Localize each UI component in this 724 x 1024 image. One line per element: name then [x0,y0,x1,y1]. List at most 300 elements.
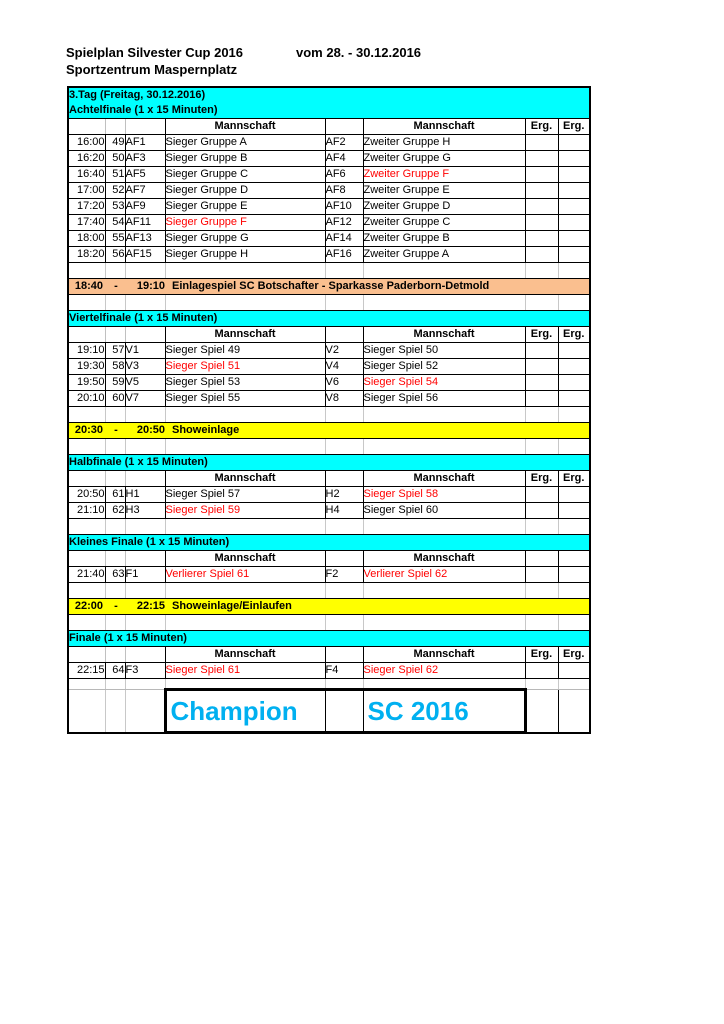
result-cell [558,567,590,583]
match-code-cell: V1 [125,343,165,359]
team-name-cell: Sieger Gruppe D [165,183,325,199]
start-time: 22:00 [74,600,103,612]
start-time: 18:40 [74,280,103,292]
event-label: Showeinlage/Einlaufen [172,600,292,612]
empty-cell [68,327,105,343]
champion-value: SC 2016 [363,690,525,733]
separator-row [68,439,590,455]
game-number-cell: 49 [105,135,125,151]
result-cell [525,567,558,583]
empty-cell [525,439,558,455]
time-cell: 21:40 [68,567,105,583]
section-band [68,311,590,327]
column-header-erg: Erg. [525,471,558,487]
team-name-cell: Verlierer Spiel 62 [363,567,525,583]
empty-cell [125,519,165,535]
time-cell: 17:00 [68,183,105,199]
time-cell: 17:20 [68,199,105,215]
game-number-cell: 56 [105,247,125,263]
result-cell [558,343,590,359]
result-cell [558,231,590,247]
team-name-cell: Zweiter Gruppe E [363,183,525,199]
time-cell: 18:20 [68,247,105,263]
champion-row [68,690,590,733]
dash-separator: - [114,424,118,436]
interlude-row [68,279,590,295]
end-time: 19:10 [136,280,165,292]
match-code-cell: V3 [125,359,165,375]
empty-cell [325,119,363,135]
time-cell: 19:30 [68,359,105,375]
column-header-row [68,119,590,135]
empty-cell [558,407,590,423]
empty-cell [363,407,525,423]
column-header-mannschaft: Mannschaft [363,551,525,567]
game-row [68,487,590,503]
empty-cell [525,263,558,279]
empty-cell [558,679,590,690]
empty-cell [525,519,558,535]
empty-cell [68,439,105,455]
team-name-cell: Sieger Spiel 58 [363,487,525,503]
match-code-cell: AF13 [125,231,165,247]
empty-cell [325,407,363,423]
result-cell [525,503,558,519]
empty-cell [325,439,363,455]
team-name-cell: Zweiter Gruppe C [363,215,525,231]
empty-cell [165,615,325,631]
column-header-erg [558,551,590,567]
column-header-mannschaft: Mannschaft [165,551,325,567]
empty-cell [165,679,325,690]
game-number-cell: 61 [105,487,125,503]
game-number-cell: 50 [105,151,125,167]
result-cell [525,487,558,503]
end-time: 22:15 [136,600,165,612]
separator-row [68,519,590,535]
empty-cell [325,471,363,487]
game-number-cell: 63 [105,567,125,583]
empty-cell [125,407,165,423]
match-code-cell: AF16 [325,247,363,263]
day-header-band [68,87,590,119]
empty-cell [125,295,165,311]
game-row [68,151,590,167]
column-header-mannschaft: Mannschaft [165,647,325,663]
team-name-cell: Sieger Spiel 60 [363,503,525,519]
date-range: vom 28. - 30.12.2016 [296,45,422,60]
match-code-cell: F1 [125,567,165,583]
empty-cell [525,679,558,690]
match-code-cell: AF10 [325,199,363,215]
match-code-cell: AF2 [325,135,363,151]
time-cell: 16:40 [68,167,105,183]
time-cell: 20:50 [68,487,105,503]
column-header-erg: Erg. [558,647,590,663]
column-header-mannschaft: Mannschaft [165,119,325,135]
empty-cell [165,407,325,423]
schedule-band-cell [68,423,590,439]
game-row [68,359,590,375]
day-title: 3.Tag (Freitag, 30.12.2016) [69,89,206,101]
empty-cell [68,551,105,567]
event-label: Einlagespiel SC Botschafter - Sparkasse Paderborn-Detmold [172,280,490,292]
empty-cell [363,583,525,599]
schedule-band-cell [68,599,590,615]
result-cell [525,183,558,199]
empty-cell [558,295,590,311]
empty-cell [68,679,105,690]
empty-cell [325,690,363,733]
time-cell: 19:50 [68,375,105,391]
game-number-cell: 51 [105,167,125,183]
empty-cell [325,615,363,631]
empty-cell [325,647,363,663]
team-name-cell: Sieger Gruppe E [165,199,325,215]
game-row [68,231,590,247]
column-header-erg: Erg. [558,119,590,135]
empty-cell [125,679,165,690]
empty-cell [125,263,165,279]
team-name-cell: Sieger Spiel 53 [165,375,325,391]
show-row [68,599,590,615]
team-name-cell: Sieger Spiel 56 [363,391,525,407]
result-cell [558,215,590,231]
team-name-cell: Sieger Spiel 55 [165,391,325,407]
result-cell [525,391,558,407]
champion-label: Champion [165,690,325,733]
dash-separator: - [114,280,118,292]
match-code-cell: F4 [325,663,363,679]
game-number-cell: 55 [105,231,125,247]
result-cell [525,151,558,167]
column-header-mannschaft: Mannschaft [363,647,525,663]
team-name-cell: Sieger Spiel 54 [363,375,525,391]
empty-cell [105,519,125,535]
empty-cell [68,647,105,663]
game-row [68,167,590,183]
result-cell [558,487,590,503]
column-header-erg: Erg. [525,119,558,135]
empty-cell [525,407,558,423]
time-cell: 16:00 [68,135,105,151]
match-code-cell: AF5 [125,167,165,183]
match-code-cell: F2 [325,567,363,583]
match-code-cell: AF7 [125,183,165,199]
time-cell: 21:10 [68,503,105,519]
show-row [68,423,590,439]
team-name-cell: Zweiter Gruppe B [363,231,525,247]
empty-cell [165,519,325,535]
venue: Sportzentrum Maspernplatz [66,62,238,77]
empty-cell [105,615,125,631]
page-title: Spielplan Silvester Cup 2016 [66,45,244,60]
empty-cell [325,327,363,343]
empty-cell [105,583,125,599]
result-cell [525,663,558,679]
empty-cell [68,583,105,599]
result-cell [558,503,590,519]
empty-cell [105,263,125,279]
empty-cell [125,690,165,733]
game-row [68,215,590,231]
event-label: Showeinlage [172,424,240,436]
separator-row [68,615,590,631]
result-cell [525,247,558,263]
column-header-erg: Erg. [558,471,590,487]
empty-cell [325,519,363,535]
game-row [68,343,590,359]
result-cell [558,135,590,151]
result-cell [558,199,590,215]
game-row [68,391,590,407]
game-number-cell: 64 [105,663,125,679]
empty-cell [363,679,525,690]
empty-cell [105,407,125,423]
team-name-cell: Sieger Spiel 49 [165,343,325,359]
match-code-cell: H4 [325,503,363,519]
game-number-cell: 59 [105,375,125,391]
empty-cell [68,295,105,311]
team-name-cell: Sieger Gruppe F [165,215,325,231]
empty-cell [105,647,125,663]
game-number-cell: 57 [105,343,125,359]
time-cell: 17:40 [68,215,105,231]
section-title: Halbfinale (1 x 15 Minuten) [68,455,590,471]
team-name-cell: Sieger Spiel 52 [363,359,525,375]
empty-cell [68,519,105,535]
empty-cell [363,439,525,455]
match-code-cell: AF9 [125,199,165,215]
empty-cell [165,263,325,279]
result-cell [558,375,590,391]
result-cell [525,359,558,375]
empty-cell [558,439,590,455]
empty-cell [105,679,125,690]
game-row [68,503,590,519]
game-number-cell: 60 [105,391,125,407]
match-code-cell: V4 [325,359,363,375]
empty-cell [125,119,165,135]
separator-row [68,263,590,279]
game-number-cell: 54 [105,215,125,231]
result-cell [558,151,590,167]
section-band [68,535,590,551]
empty-cell [105,551,125,567]
empty-cell [325,583,363,599]
team-name-cell: Zweiter Gruppe D [363,199,525,215]
empty-cell [125,471,165,487]
result-cell [525,167,558,183]
result-cell [525,215,558,231]
section-band [68,631,590,647]
empty-cell [68,263,105,279]
column-header-erg: Erg. [558,327,590,343]
match-code-cell: V6 [325,375,363,391]
result-cell [525,199,558,215]
match-code-cell: AF14 [325,231,363,247]
schedule-band-cell [68,279,590,295]
column-header-mannschaft: Mannschaft [363,471,525,487]
empty-cell [105,439,125,455]
section-title: Kleines Finale (1 x 15 Minuten) [68,535,590,551]
empty-cell [325,263,363,279]
game-number-cell: 53 [105,199,125,215]
game-number-cell: 52 [105,183,125,199]
time-cell: 19:10 [68,343,105,359]
game-row [68,247,590,263]
empty-cell [325,679,363,690]
empty-cell [558,583,590,599]
column-header-erg: Erg. [525,327,558,343]
game-number-cell: 58 [105,359,125,375]
game-row [68,375,590,391]
column-header-mannschaft: Mannschaft [165,327,325,343]
match-code-cell: AF15 [125,247,165,263]
team-name-cell: Zweiter Gruppe A [363,247,525,263]
result-cell [525,343,558,359]
match-code-cell: AF1 [125,135,165,151]
match-code-cell: AF4 [325,151,363,167]
game-row [68,663,590,679]
section-band [68,455,590,471]
empty-cell [363,615,525,631]
team-name-cell: Sieger Gruppe B [165,151,325,167]
empty-cell [165,295,325,311]
team-name-cell: Sieger Spiel 50 [363,343,525,359]
section-title: Viertelfinale (1 x 15 Minuten) [68,311,590,327]
end-time: 20:50 [136,424,165,436]
empty-cell [68,119,105,135]
empty-cell [325,295,363,311]
team-name-cell: Verlierer Spiel 61 [165,567,325,583]
separator-row [68,679,590,690]
team-name-cell: Zweiter Gruppe F [363,167,525,183]
column-header-row [68,551,590,567]
empty-cell [558,615,590,631]
game-row [68,135,590,151]
team-name-cell: Sieger Spiel 59 [165,503,325,519]
result-cell [525,690,558,733]
game-row [68,567,590,583]
result-cell [558,167,590,183]
empty-cell [525,295,558,311]
empty-cell [363,295,525,311]
empty-cell [125,327,165,343]
result-cell [525,135,558,151]
empty-cell [68,407,105,423]
match-code-cell: V5 [125,375,165,391]
empty-cell [125,439,165,455]
match-code-cell: AF8 [325,183,363,199]
match-code-cell: H1 [125,487,165,503]
separator-row [68,583,590,599]
team-name-cell: Sieger Gruppe G [165,231,325,247]
game-row [68,183,590,199]
team-name-cell: Zweiter Gruppe G [363,151,525,167]
empty-cell [68,471,105,487]
column-header-row [68,327,590,343]
match-code-cell: H2 [325,487,363,503]
section-band-cell [68,87,590,119]
empty-cell [363,519,525,535]
match-code-cell: AF3 [125,151,165,167]
time-cell: 22:15 [68,663,105,679]
separator-row [68,295,590,311]
empty-cell [165,583,325,599]
column-header-mannschaft: Mannschaft [165,471,325,487]
empty-cell [105,119,125,135]
team-name-cell: Sieger Gruppe H [165,247,325,263]
result-cell [525,231,558,247]
column-header-row [68,647,590,663]
time-cell: 20:10 [68,391,105,407]
time-cell: 16:20 [68,151,105,167]
empty-cell [125,647,165,663]
team-name-cell: Zweiter Gruppe H [363,135,525,151]
game-row [68,199,590,215]
result-cell [558,247,590,263]
start-time: 20:30 [74,424,103,436]
result-cell [558,391,590,407]
empty-cell [105,471,125,487]
match-code-cell: V7 [125,391,165,407]
result-cell [558,183,590,199]
empty-cell [105,327,125,343]
empty-cell [525,583,558,599]
empty-cell [525,615,558,631]
result-cell [525,375,558,391]
team-name-cell: Sieger Gruppe C [165,167,325,183]
empty-cell [558,263,590,279]
result-cell [558,359,590,375]
separator-row [68,407,590,423]
empty-cell [165,439,325,455]
empty-cell [125,583,165,599]
column-header-erg: Erg. [525,647,558,663]
empty-cell [68,690,105,733]
time-cell: 18:00 [68,231,105,247]
match-code-cell: AF12 [325,215,363,231]
team-name-cell: Sieger Gruppe A [165,135,325,151]
empty-cell [105,295,125,311]
empty-cell [68,615,105,631]
empty-cell [125,615,165,631]
empty-cell [558,519,590,535]
match-code-cell: AF6 [325,167,363,183]
column-header-mannschaft: Mannschaft [363,119,525,135]
section-title: Finale (1 x 15 Minuten) [68,631,590,647]
result-cell [558,690,590,733]
column-header-erg [525,551,558,567]
dash-separator: - [114,600,118,612]
match-code-cell: V8 [325,391,363,407]
empty-cell [363,263,525,279]
match-code-cell: H3 [125,503,165,519]
team-name-cell: Sieger Spiel 62 [363,663,525,679]
match-code-cell: AF11 [125,215,165,231]
team-name-cell: Sieger Spiel 61 [165,663,325,679]
game-number-cell: 62 [105,503,125,519]
team-name-cell: Sieger Spiel 57 [165,487,325,503]
match-code-cell: V2 [325,343,363,359]
empty-cell [325,551,363,567]
schedule-table [67,86,591,734]
round-title: Achtelfinale (1 x 15 Minuten) [69,104,218,116]
empty-cell [125,551,165,567]
result-cell [558,663,590,679]
team-name-cell: Sieger Spiel 51 [165,359,325,375]
